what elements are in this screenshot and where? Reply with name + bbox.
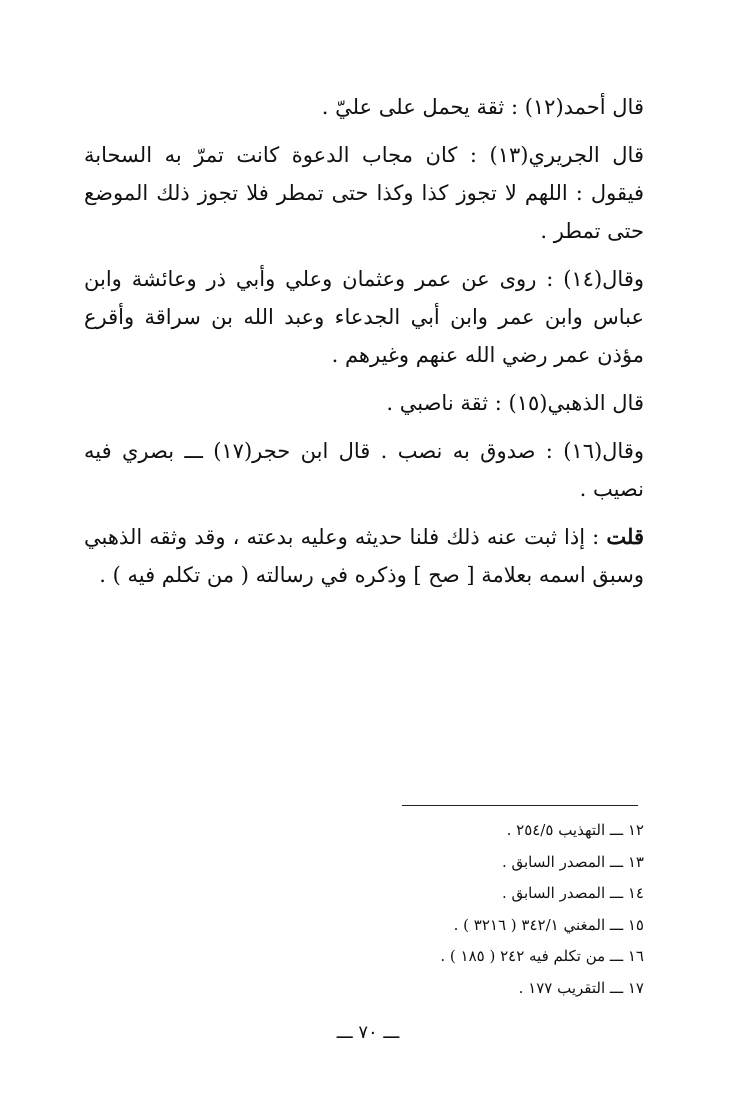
footnote-separator bbox=[402, 805, 638, 806]
paragraph-conclusion bbox=[84, 518, 644, 594]
footnotes bbox=[344, 815, 644, 1004]
paragraph-ahmad: قال أحمد(١٢) : ثقة يحمل على عليّ . bbox=[321, 95, 644, 119]
footnote-15: ١٥ ـــ المغني ٣٤٢/١ ( ٣٢١٦ ) . bbox=[453, 915, 644, 934]
conclusion-label: قلت bbox=[606, 524, 644, 549]
footnote-14: ١٤ ـــ المصدر السابق . bbox=[501, 884, 644, 902]
main-text-block bbox=[84, 88, 644, 604]
footnote-16: ١٦ ـــ من تكلم فيه ٢٤٢ ( ١٨٥ ) . bbox=[440, 947, 644, 965]
paragraph-narrators: وقال(١٤) : روى عن عمر وعثمان وعلي وأبي ذر وعائشة وابن عباس وابن عمر وابن أبي الجدعاء وعبد الله بن سراقة وأقرع مؤذن عمر رضي الله عنهم وغيرهم . bbox=[84, 267, 644, 367]
paragraph-dhahabi: قال الذهبي(١٥) : ثقة ناصبي . bbox=[386, 391, 644, 415]
paragraph-jariri: قال الجريري(١٣) : كان مجاب الدعوة كانت تمرّ به السحابة فيقول : اللهم لا تجوز كذا وكذا حتى تمطر فلا تجوز ذلك الموضع حتى تمطر . bbox=[84, 143, 644, 243]
conclusion-text: : إذا ثبت عنه ذلك فلنا حديثه وعليه بدعته ، وقد وثقه الذهبي وسبق اسمه بعلامة [ صح ] وذكره في رسالته ( من تكلم فيه ) . bbox=[84, 525, 644, 587]
paragraph-ibn-hajar: وقال(١٦) : صدوق به نصب . قال ابن حجر(١٧) ـــ بصري فيه نصيب . bbox=[84, 439, 645, 501]
footnote-17: ١٧ ـــ التقريب ١٧٧ . bbox=[518, 978, 644, 997]
footnote-13: ١٣ ـــ المصدر السابق . bbox=[501, 852, 644, 871]
footnote-12: ١٢ ـــ التهذيب ٢٥٤/٥ . bbox=[506, 821, 644, 839]
page-number: ـــ ٧٠ ـــ bbox=[336, 1022, 400, 1043]
